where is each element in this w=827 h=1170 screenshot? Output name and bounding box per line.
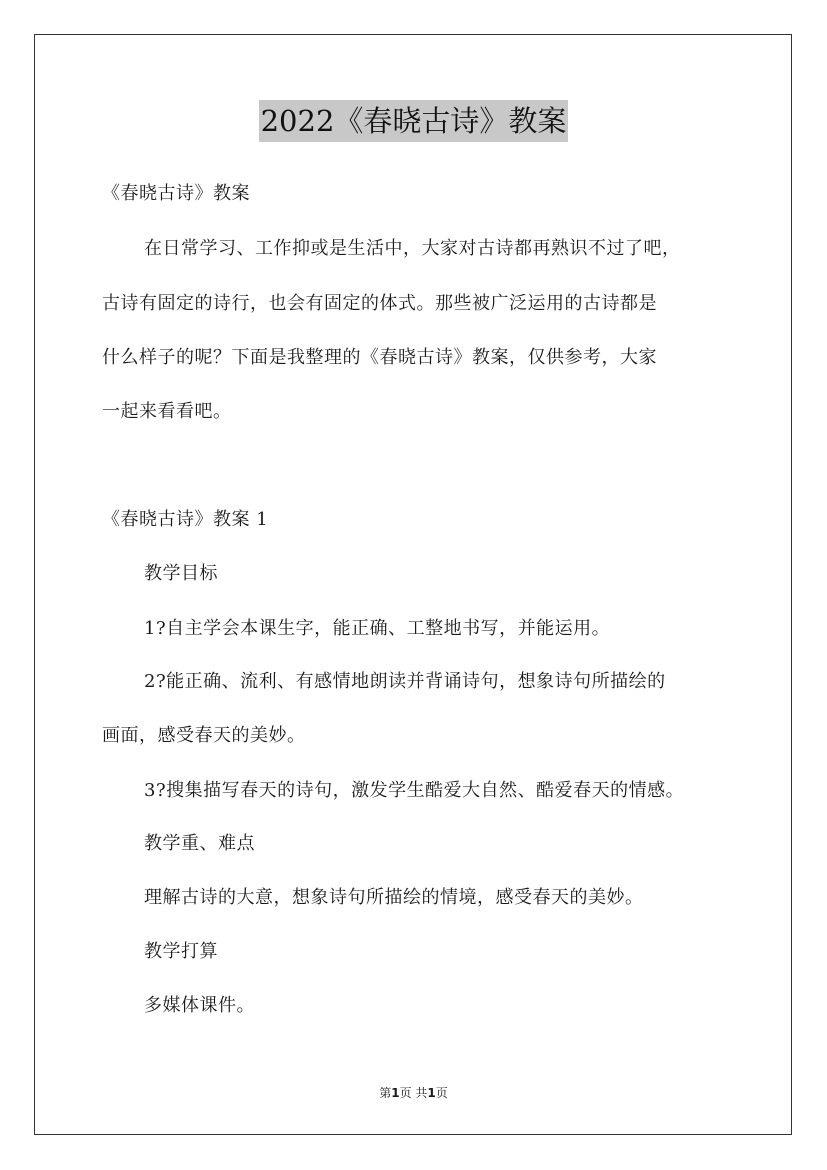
document-title: 2022《春晓古诗》教案: [259, 100, 569, 142]
goal-item-3: 3?搜集描写春天的诗句，激发学生酷爱大自然、酷爱春天的情感。: [144, 780, 685, 801]
section-heading-plan-1: 《春晓古诗》教案 1: [102, 509, 269, 530]
page-footer: [0, 1084, 827, 1101]
section-heading-intro: 《春晓古诗》教案: [102, 183, 250, 204]
goal-item-2-continued: 画面，感受春天的美妙。: [102, 725, 306, 746]
subheading-key-points: 教学重、难点: [144, 833, 255, 854]
footer-page-number: 1: [391, 1086, 400, 1100]
paragraph-line: 在日常学习、工作抑或是生活中，大家对古诗都再熟识不过了吧，: [144, 238, 681, 259]
goal-item-2: 2?能正确、流利、有感情地朗读并背诵诗句，想象诗句所描绘的: [144, 671, 666, 692]
subheading-teaching-goals: 教学目标: [144, 563, 218, 584]
footer-page-total: 1: [427, 1086, 436, 1100]
subheading-preparation: 教学打算: [144, 941, 218, 962]
goal-item-1: 1?自主学会本课生字，能正确、工整地书写，并能运用。: [144, 618, 611, 639]
footer-middle: 页 共: [399, 1086, 428, 1100]
footer-prefix: 第: [379, 1086, 392, 1100]
title-container: [0, 100, 827, 142]
paragraph-line: 什么样子的呢？下面是我整理的《春晓古诗》教案，仅供参考，大家: [102, 347, 657, 368]
paragraph-line: 古诗有固定的诗行，也会有固定的体式。那些被广泛运用的古诗都是: [102, 293, 657, 314]
footer-suffix: 页: [435, 1086, 448, 1100]
paragraph-line: 一起来看看吧。: [102, 401, 232, 422]
key-points-text: 理解古诗的大意，想象诗句所描绘的情境，感受春天的美妙。: [144, 887, 644, 908]
preparation-text: 多媒体课件。: [144, 995, 255, 1016]
